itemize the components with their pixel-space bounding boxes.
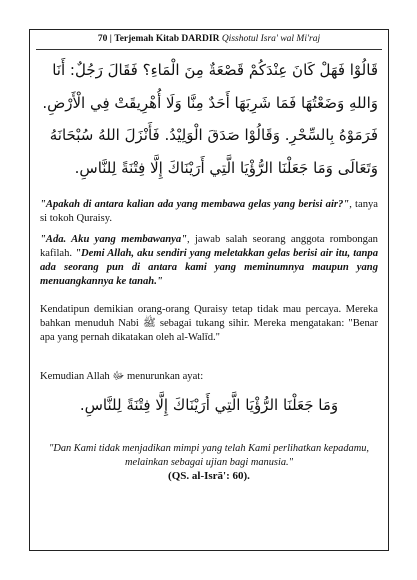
oath-quote: "Demi Allah, aku sendiri yang meletakkan gelas berisi air itu, tanpa ada seorang pun di antara kami yang meminumnya maupun yang menuangkannya ke tanah."	[40, 248, 378, 287]
answer-attribution: , jawab salah seorang anggota rombongan kafilah.	[40, 234, 378, 259]
question-attribution: , tanya si tokoh Quraisy.	[40, 199, 378, 224]
disbelief-text: Kendatipun demikian orang-orang Quraisy tetap tidak mau percaya. Mereka bahkan menuduh Nabi ﷺ sebagai tukang sihir. Mereka mengatakan: "Benar apa yang pernah dikatakan oleh al-Walīd."	[40, 304, 378, 343]
paragraph-revelation	[40, 370, 378, 384]
book-subtitle: Qisshotul Isra' wal Mi'raj	[221, 34, 321, 44]
paragraph-question	[40, 198, 378, 226]
header-rule	[36, 49, 382, 50]
page-header	[30, 34, 388, 44]
quran-verse: وَمَا جَعَلْنَا الرُّؤْيَا الَّتِي أَرَيْنَاكَ إِلَّا فِتْنَةً لِلنَّاسِ.	[79, 396, 339, 414]
arabic-line: وَتَعَالَى وَمَا جَعَلْنَا الرُّؤْيَا الَّتِي أَرَيْنَاكَ إِلَّا فِتْنَةً لِلنَّاسِ.	[74, 158, 378, 177]
header-separator: |	[109, 34, 112, 44]
paragraph-answer	[40, 233, 378, 289]
page-number: 70	[97, 34, 108, 44]
page-frame	[29, 29, 389, 551]
arabic-passage	[38, 54, 378, 184]
revelation-text: Kemudian Allah ﷻ menurunkan ayat:	[40, 371, 204, 382]
book-title: Terjemah Kitab DARDIR	[114, 34, 220, 44]
arabic-line: فَرَمَوْهُ بِالسِّحْرِ. وَقَالُوْا صَدَقَ الْوَلِيْدُ. فَأَنْزَلَ اللهُ سُبْحَانَهُ	[49, 126, 378, 144]
answer-quote: "Ada. Aku yang membawanya"	[40, 234, 188, 245]
paragraph-disbelief	[40, 303, 378, 345]
arabic-line: وَاللهِ وَضَعْتُهَا فَمَا شَرِبَهَا أَحَدٌ مِنَّا وَلَا أُهْرِيقَتْ فِي الْأَرْضِ.	[42, 93, 378, 112]
verse-reference: (QS. al-Isrā': 60).	[168, 470, 250, 482]
arabic-line: قَالُوْا فَهَلْ كَانَ عِنْدَكُمْ قَصْعَةٌ مِنَ الْمَاءِ؟ فَقَالَ رَجُلٌ: أَنَا	[52, 61, 378, 79]
verse-translation: "Dan Kami tidak menjadikan mimpi yang telah Kami perlihatkan kepadamu, melainkan sebagai ujian bagi manusia."	[48, 443, 370, 468]
question-quote: "Apakah di antara kalian ada yang membawa gelas yang berisi air?"	[40, 199, 350, 210]
